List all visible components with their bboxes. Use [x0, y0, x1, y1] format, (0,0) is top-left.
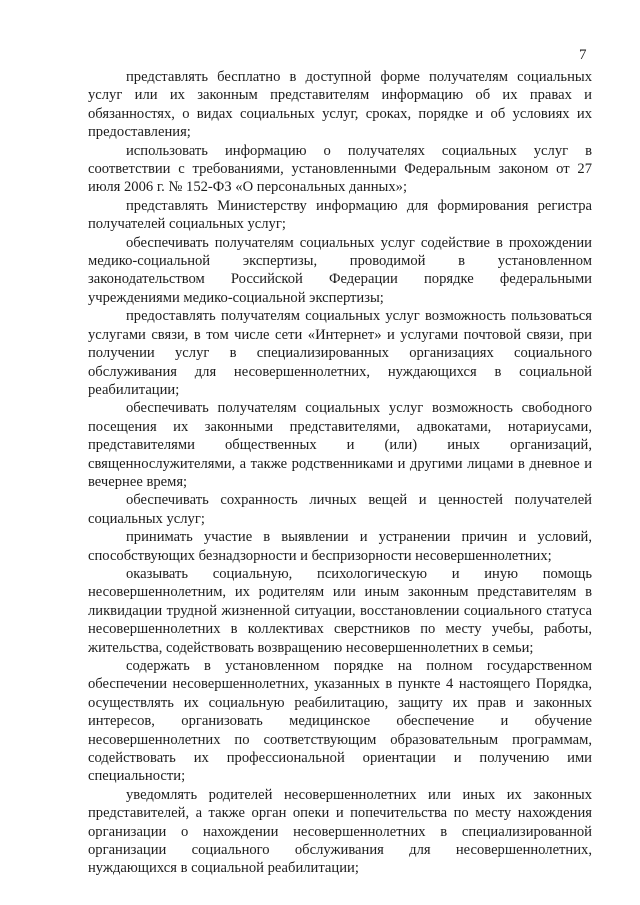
document-body [88, 68, 592, 878]
paragraph: представлять Министерству информацию для формирования регистра получателей социальных услуг; [88, 197, 592, 233]
paragraph: использовать информацию о получателях социальных услуг в соответствии с требованиями, установленными Федеральным законом от 27 июля 2006 г. № 152-ФЗ «О персональных данных»; [88, 142, 592, 196]
paragraph: обеспечивать получателям социальных услуг возможность свободного посещения их законными представителями, адвокатами, нотариусами, представителями общественных и (или) иных организаций, священнослужителями, а также родственниками и другими лицами в дневное и вечернее время; [88, 400, 592, 490]
paragraph: предоставлять получателям социальных услуг возможность пользоваться услугами связи, в том числе сети «Интернет» и услугами почтовой связи, при получении услуг в специализированных организациях социального обслуживания для несовершеннолетних, нуждающихся в социальной реабилитации; [88, 308, 592, 398]
paragraph: принимать участие в выявлении и устранении причин и условий, способствующих безнадзорности и беспризорности несовершеннолетних; [88, 529, 592, 564]
paragraph: оказывать социальную, психологическую и иную помощь несовершеннолетним, их родителям или иным законным представителям в ликвидации трудной жизненной ситуации, восстановлении социального статуса несовершеннолетних в коллективах сверстников по месту учебы, работы, жительства, содействовать возвращению несовершеннолетних в семьи; [88, 565, 592, 656]
paragraph: обеспечивать получателям социальных услуг содействие в прохождении медико-социальной экспертизы, проводимой в установленном законодательством Российской Федерации порядке федеральными учреждениями медико-социальной экспертизы; [88, 234, 592, 306]
page-number: 7 [579, 47, 587, 63]
paragraph: уведомлять родителей несовершеннолетних или иных их законных представителей, а также орган опеки и попечительства по месту нахождения организации о нахождении несовершеннолетних в специализированной организации социального обслуживания для несовершеннолетних, нуждающихся в социальной реабилитации; [88, 786, 592, 877]
paragraph: содержать в установленном порядке на полном государственном обеспечении несовершеннолетних, указанных в пункте 4 настоящего Порядка, осуществлять их социальную реабилитацию, защиту их прав и законных интересов, организовать медицинское обеспечение и обучение несовершеннолетних по соответствующим образовательным программам, содействовать их профессиональной ориентации и получению ими специальности; [88, 658, 592, 785]
paragraph: обеспечивать сохранность личных вещей и ценностей получателей социальных услуг; [88, 492, 592, 527]
paragraph: представлять бесплатно в доступной форме получателям социальных услуг или их законным представителям информацию об их правах и обязанностях, о видах социальных услуг, сроках, порядке и об условиях их предоставления; [88, 69, 592, 141]
